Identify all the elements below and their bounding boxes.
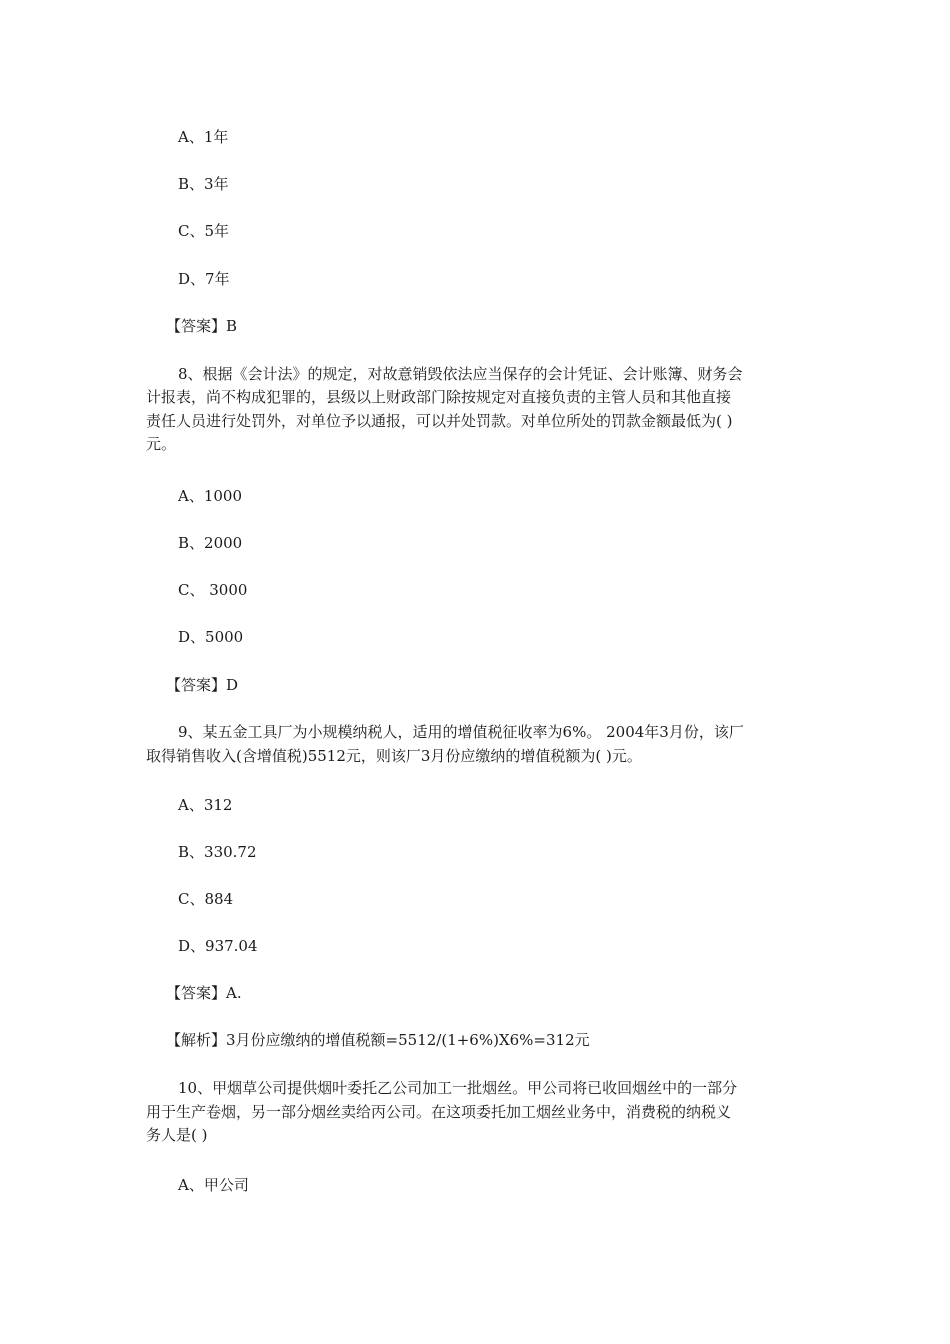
q9-option-c: C、884: [178, 890, 234, 908]
q7-option-b: B、3年: [178, 175, 229, 193]
q10-option-a: A、甲公司: [178, 1176, 249, 1194]
q8-option-c: C、 3000: [178, 581, 248, 599]
q9-option-d: D、937.04: [178, 937, 258, 955]
q8-option-b: B、2000: [178, 534, 243, 552]
q10-text-line-1: 10、甲烟草公司提供烟叶委托乙公司加工一批烟丝。甲公司将已收回烟丝中的一部分: [178, 1079, 738, 1097]
q7-answer: 【答案】B: [166, 317, 238, 335]
q8-option-a: A、1000: [178, 487, 243, 505]
q7-option-a: A、1年: [178, 128, 229, 146]
q9-option-b: B、330.72: [178, 843, 257, 861]
q8-text-line-3: 责任人员进行处罚外，对单位予以通报，可以并处罚款。对单位所处的罚款金额最低为( ): [146, 412, 733, 430]
q8-answer: 【答案】D: [166, 676, 239, 694]
q10-text-line-2: 用于生产卷烟，另一部分烟丝卖给丙公司。在这项委托加工烟丝业务中，消费税的纳税义: [146, 1103, 732, 1121]
q10-text-line-3: 务人是( ): [146, 1126, 208, 1144]
q7-option-c: C、5年: [178, 222, 230, 240]
q9-text-line-1: 9、某五金工具厂为小规模纳税人，适用的增值税征收率为6%。 2004年3月份，该厂: [178, 723, 744, 741]
q8-text-line-1: 8、根据《会计法》的规定，对故意销毁依法应当保存的会计凭证、会计账簿、财务会: [178, 365, 743, 383]
q8-text-line-4: 元。: [146, 435, 177, 453]
q8-text-line-2: 计报表，尚不构成犯罪的，县级以上财政部门除按规定对直接负责的主管人员和其他直接: [146, 388, 732, 406]
q9-explanation: 【解析】3月份应缴纳的增值税额=5512/(1+6%)X6%=312元: [166, 1031, 590, 1049]
q9-answer: 【答案】A.: [166, 984, 242, 1002]
q9-option-a: A、312: [178, 796, 233, 814]
q8-option-d: D、5000: [178, 628, 244, 646]
q9-text-line-2: 取得销售收入(含增值税)5512元，则该厂3月份应缴纳的增值税额为( )元。: [146, 747, 642, 765]
q7-option-d: D、7年: [178, 270, 230, 288]
